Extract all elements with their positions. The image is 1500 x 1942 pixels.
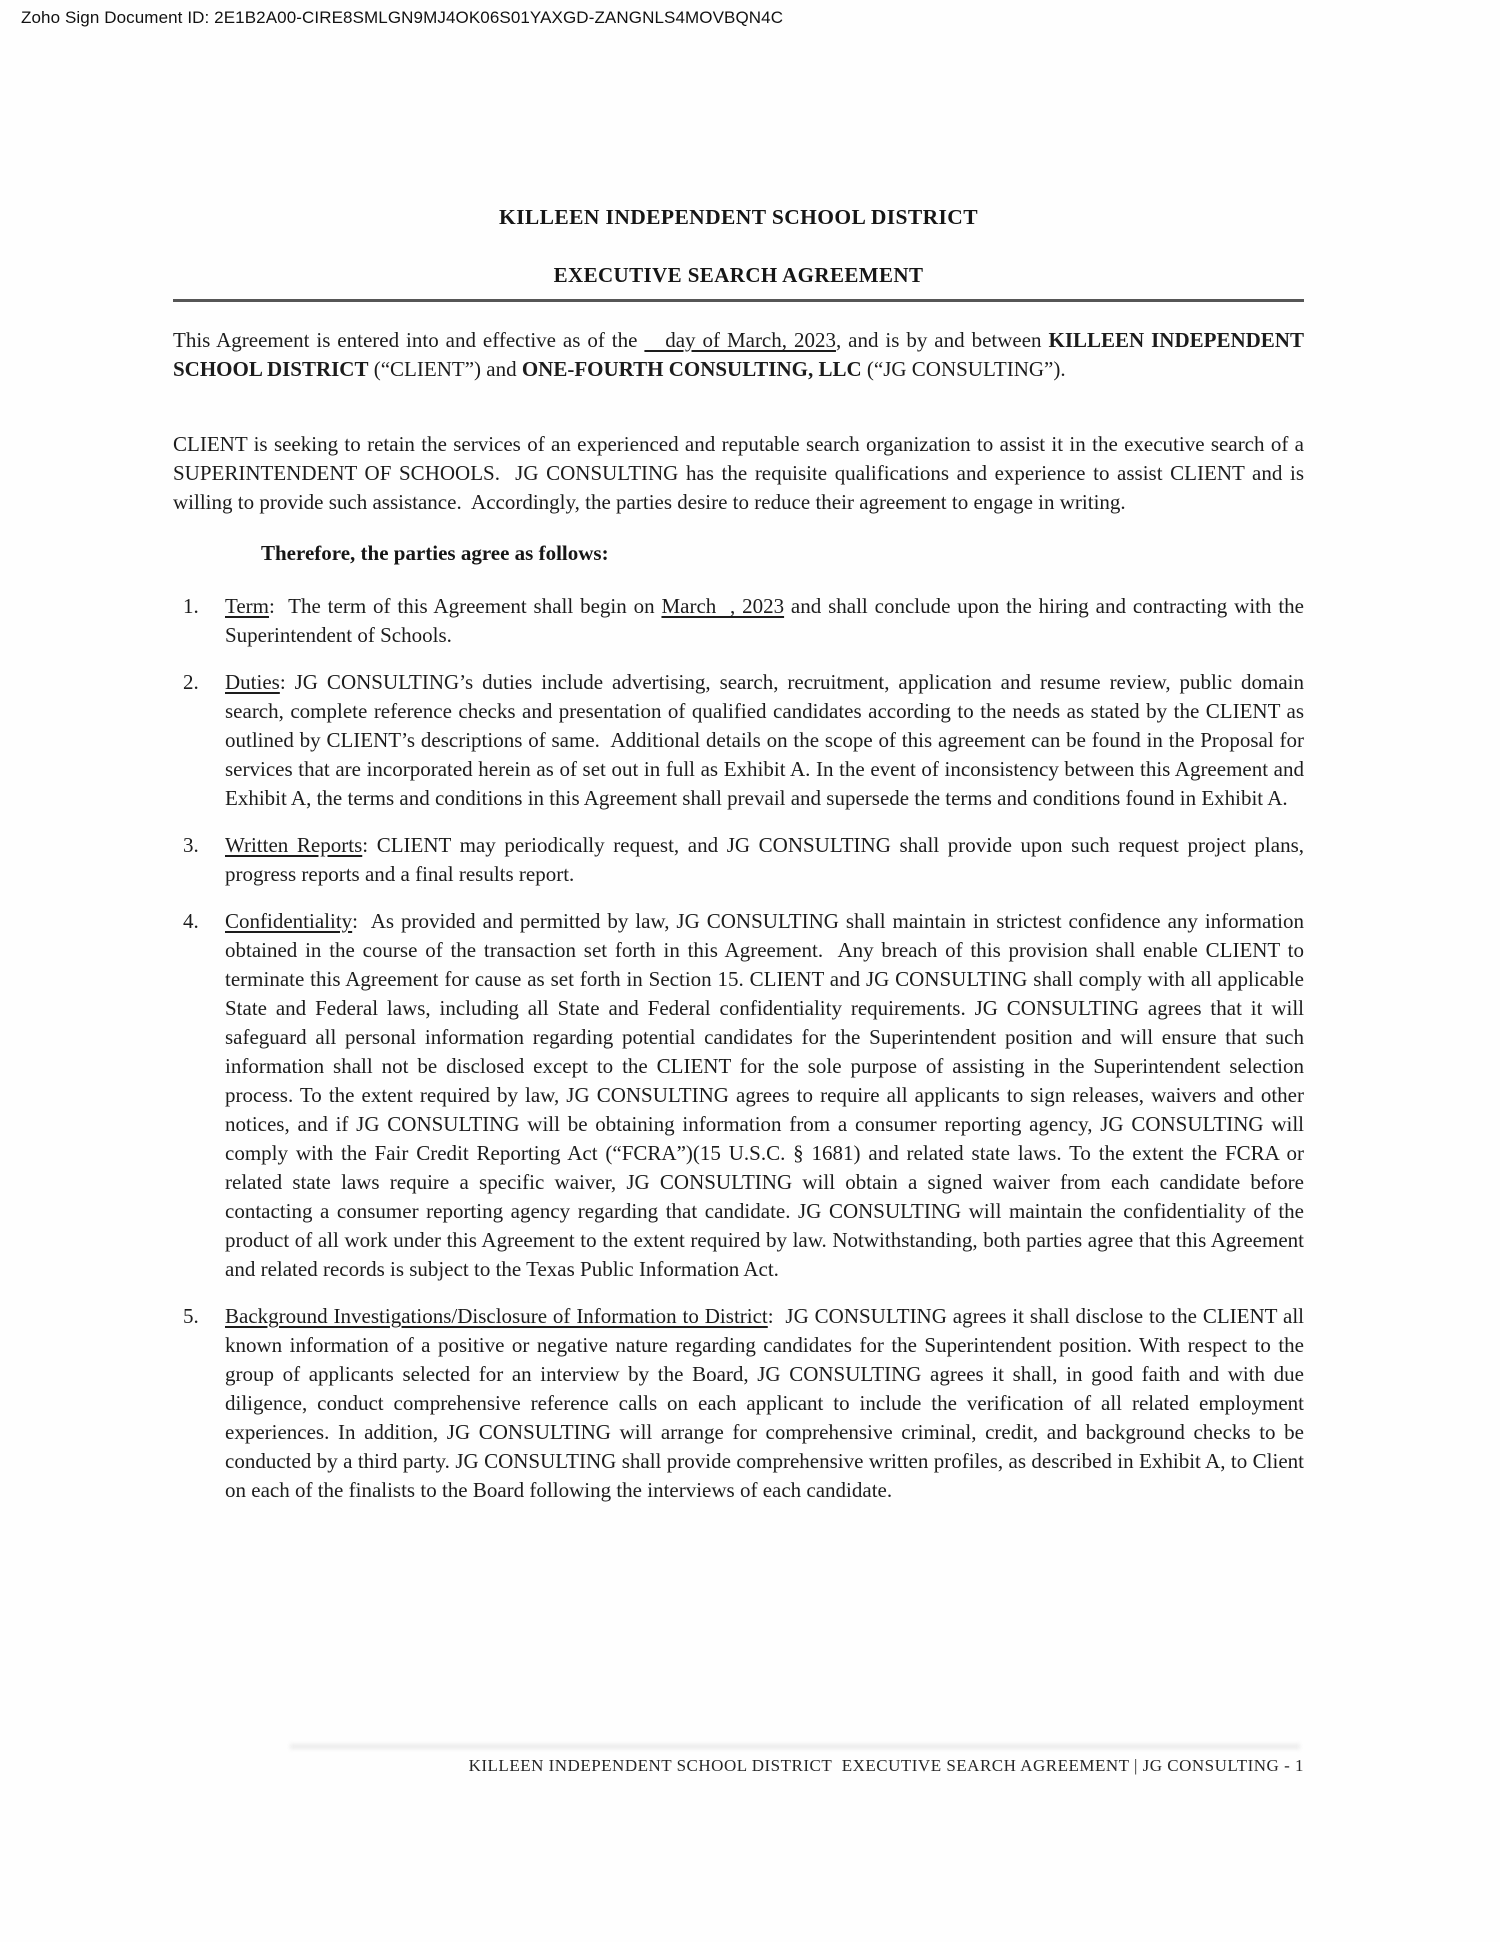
zoho-sign-document-id: Zoho Sign Document ID: 2E1B2A00-CIRE8SMLGN9MJ4OK06S01YAXGD-ZANGNLS4MOVBQN4C (21, 8, 784, 27)
intro-paragraph (173, 326, 1304, 384)
agreement-clause (173, 1302, 1304, 1505)
text-segment: Term (225, 594, 270, 618)
document-subtitle: EXECUTIVE SEARCH AGREEMENT (553, 263, 924, 287)
text-segment: KILLEEN INDEPENDENT SCHOOL DISTRICT (173, 328, 1304, 381)
text-segment: Duties (225, 670, 280, 694)
recitals-paragraph: CLIENT is seeking to retain the services of an experienced and reputable search organization to assist it in the executive search of a SUPERINTENDENT OF SCHOOLS. JG CONSULTING has the requisite qualifications and experience to assist CLIENT and is willing to provide such assistance. Accordingly, the parties desire to reduce their agreement to engage in writing. (173, 432, 1304, 514)
agreement-clause (173, 907, 1304, 1284)
text-segment: day of March, 2023 (644, 328, 836, 352)
text-segment: (“JG CONSULTING”). (861, 357, 1066, 381)
text-segment: (“CLIENT”) and (368, 357, 522, 381)
page-footer: KILLEEN INDEPENDENT SCHOOL DISTRICT EXECUTIVE SEARCH AGREEMENT | JG CONSULTING - 1 (468, 1756, 1304, 1775)
clause-text (225, 833, 1304, 886)
agreement-clause (173, 831, 1304, 889)
text-segment: : CLIENT may periodically request, and JG CONSULTING shall provide upon such request project plans, progress reports and a final results report. (225, 833, 1305, 886)
clause-text (225, 1304, 1304, 1502)
text-segment: : JG CONSULTING’s duties include advertising, search, recruitment, application and resume review, public domain search, complete reference checks and presentation of qualified candidates according to the needs as stated by the CLIENT as outlined by CLIENT’s descriptions of same. Additional details on the scope of this agreement can be found in the Proposal for services that are incorporated herein as of set out in full as Exhibit A. In the event of inconsistency between this Agreement and Exhibit A, the terms and conditions in this Agreement shall prevail and supersede the terms and conditions found in Exhibit A. (225, 670, 1304, 810)
text-segment: Confidentiality (225, 909, 353, 933)
clause-text (225, 670, 1304, 810)
text-segment: Background Investigations/Disclosure of Information to District (225, 1304, 768, 1328)
text-segment: , and is by and between (835, 328, 1049, 352)
clause-number: 2. (183, 670, 199, 694)
text-segment: March , 2023 (661, 594, 785, 618)
clause-text (225, 594, 1304, 647)
document-content (173, 0, 1304, 1523)
scan-artifact (290, 1744, 1300, 1749)
clause-number: 4. (183, 909, 199, 933)
text-segment: and shall conclude upon the hiring and contracting with the Superintendent of Schools. (225, 594, 1304, 647)
title-rule (173, 299, 1304, 302)
clause-number: 1. (183, 594, 199, 618)
agreement-clause (173, 668, 1304, 813)
agreement-clause-list (173, 592, 1304, 1505)
text-segment: This Agreement is entered into and effective as of the (173, 328, 645, 352)
agreement-lead: Therefore, the parties agree as follows: (261, 541, 609, 565)
clause-number: 5. (183, 1304, 199, 1328)
clause-number: 3. (183, 833, 199, 857)
agreement-clause (173, 592, 1304, 650)
text-segment: : The term of this Agreement shall begin on (269, 594, 662, 618)
text-segment: ONE-FOURTH CONSULTING, LLC (521, 357, 862, 381)
clause-text (225, 909, 1304, 1281)
document-title: KILLEEN INDEPENDENT SCHOOL DISTRICT (499, 205, 978, 229)
text-segment: : JG CONSULTING agrees it shall disclose to the CLIENT all known information of a positive or negative nature regarding candidates for the Superintendent position. With respect to the group of applicants selected for an interview by the Board, JG CONSULTING agrees it shall, in good faith and with due diligence, conduct comprehensive reference calls on each applicant to include the verification of all related employment experiences. In addition, JG CONSULTING will arrange for comprehensive criminal, credit, and background checks to be conducted by a third party. JG CONSULTING shall provide comprehensive written profiles, as described in Exhibit A, to Client on each of the finalists to the Board following the interviews of each candidate. (225, 1304, 1304, 1502)
text-segment: Written Reports (225, 833, 363, 857)
text-segment: : As provided and permitted by law, JG CONSULTING shall maintain in strictest confidence any information obtained in the course of the transaction set forth in this Agreement. Any breach of this provision shall enable CLIENT to terminate this Agreement for cause as set forth in Section 15. CLIENT and JG CONSULTING shall comply with all applicable State and Federal laws, including all State and Federal confidentiality requirements. JG CONSULTING agrees that it will safeguard all personal information regarding potential candidates for the Superintendent position and will ensure that such information shall not be disclosed except to the CLIENT for the sole purpose of assisting in the Superintendent selection process. To the extent required by law, JG CONSULTING agrees to require all applicants to sign releases, waivers and other notices, and if JG CONSULTING will be obtaining information from a consumer reporting agency, JG CONSULTING will comply with the Fair Credit Reporting Act (“FCRA”)(15 U.S.C. § 1681) and related state laws. To the extent the FCRA or related state laws require a specific waiver, JG CONSULTING will obtain a signed waiver from each candidate before contacting a consumer reporting agency regarding that candidate. JG CONSULTING will maintain the confidentiality of the product of all work under this Agreement to the extent required by law. Notwithstanding, both parties agree that this Agreement and related records is subject to the Texas Public Information Act. (225, 909, 1304, 1281)
